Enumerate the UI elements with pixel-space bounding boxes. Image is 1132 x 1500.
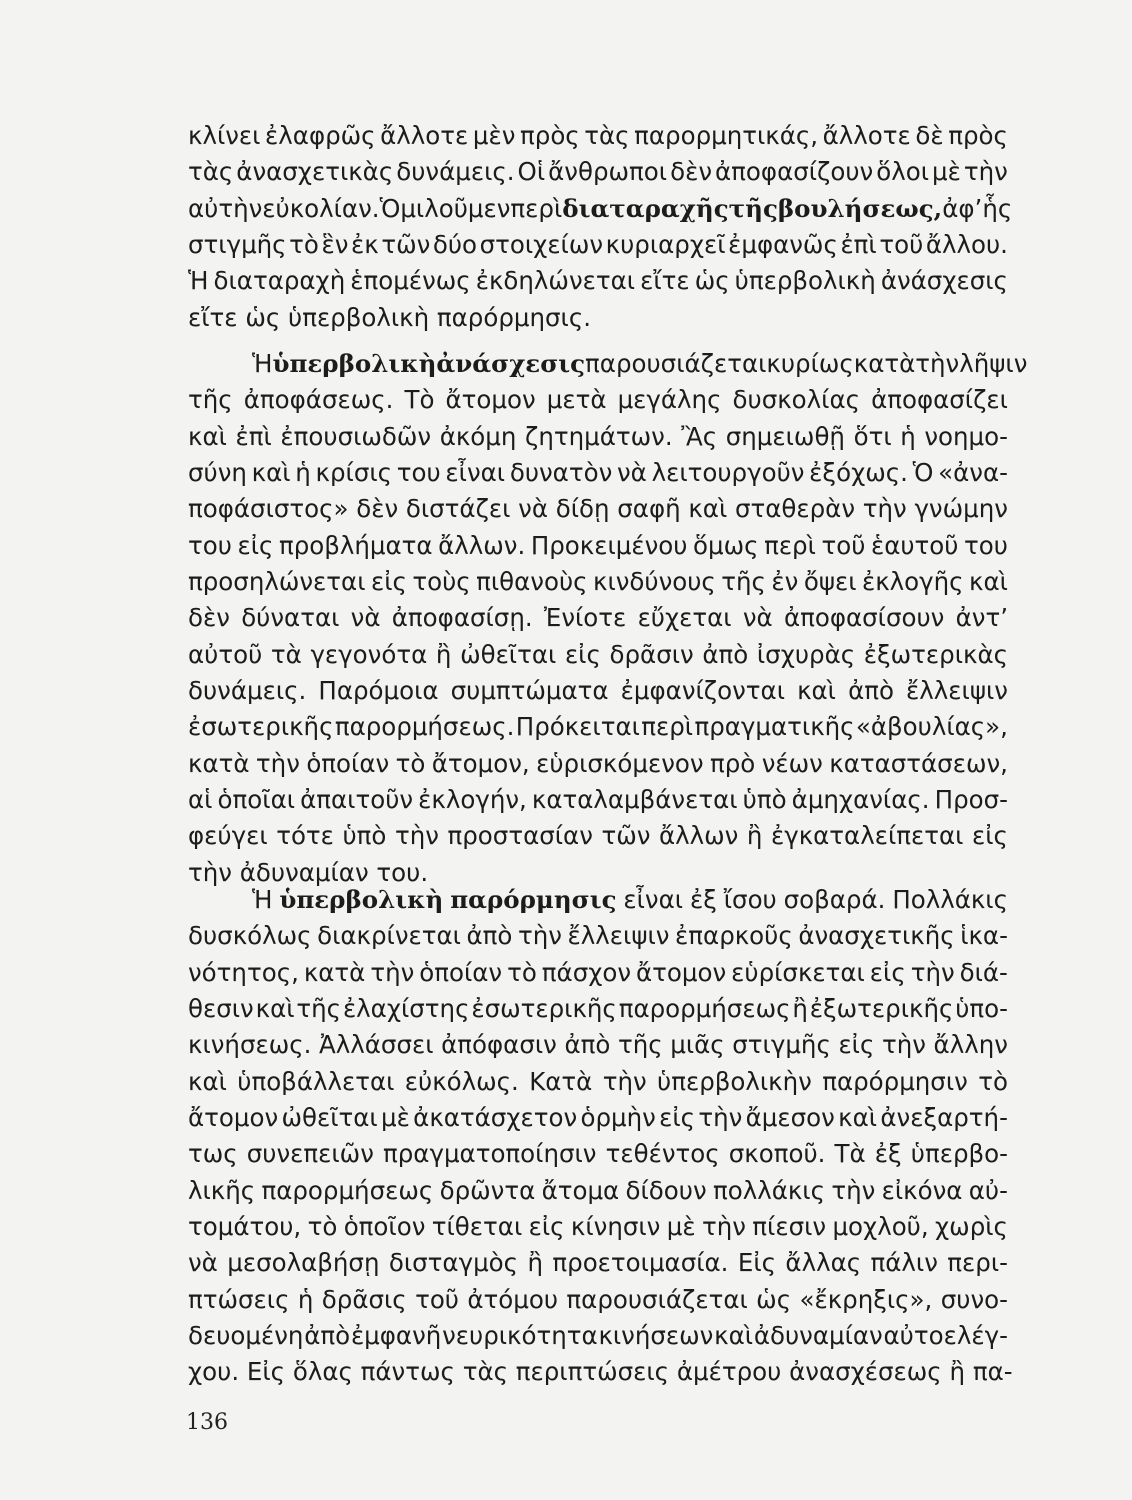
- text-line: τὰς ἀνασχετικὰς δυνάμεις. Οἱ ἄνθρωποι δὲν ἀποφασίζουν ὅλοι μὲ τὴν: [188, 157, 1008, 187]
- text-line: σύνη καὶ ἡ κρίσις του εἶναι δυνατὸν νὰ λειτουργοῦν ἐξόχως. Ὁ «ἀνα-: [188, 458, 1008, 488]
- text-line: θεσιν καὶ τῆς ἐλαχίστης ἐσωτερικῆς παρορμήσεως ἢ ἐξωτερικῆς ὑπο-: [188, 994, 1008, 1024]
- text-line: Ἡ ὑπερβολικὴ παρόρμησις εἶναι ἐξ ἴσου σοβαρά. Πολλάκις: [252, 885, 1008, 914]
- text-line: δὲν δύναται νὰ ἀποφασίσῃ. Ἐνίοτε εὔχεται νὰ ἀποφασίσουν ἀντ’: [188, 603, 1008, 633]
- text-line: φεύγει τότε ὑπὸ τὴν προστασίαν τῶν ἄλλων ἢ ἐγκαταλείπεται εἰς: [188, 821, 1008, 851]
- text-line: κινήσεως. Ἀλλάσσει ἀπόφασιν ἀπὸ τῆς μιᾶς στιγμῆς εἰς τὴν ἄλλην: [188, 1030, 1008, 1060]
- text-line: δυνάμεις. Παρόμοια συμπτώματα ἐμφανίζονται καὶ ἀπὸ ἔλλειψιν: [188, 676, 1008, 706]
- page-number: 136: [186, 1410, 228, 1435]
- text-line: τως συνεπειῶν πραγματοποίησιν τεθέντος σκοποῦ. Τὰ ἐξ ὑπερβο-: [188, 1139, 1008, 1169]
- paragraph: [188, 882, 1013, 1391]
- text-line: καὶ ἐπὶ ἐπουσιωδῶν ἀκόμη ζητημάτων. Ἂς σημειωθῇ ὅτι ἡ νοημο-: [188, 421, 1008, 451]
- text-line: δυσκόλως διακρίνεται ἀπὸ τὴν ἔλλειψιν ἐπαρκοῦς ἀνασχετικῆς ἱκα-: [188, 921, 1008, 951]
- text-line: προσηλώνεται εἰς τοὺς πιθανοὺς κινδύνους τῆς ἐν ὄψει ἐκλογῆς καὶ: [188, 567, 1008, 597]
- text-line: τομάτου, τὸ ὁποῖον τίθεται εἰς κίνησιν μὲ τὴν πίεσιν μοχλοῦ, χωρὶς: [188, 1212, 1008, 1242]
- paragraph: [188, 118, 1013, 336]
- text-line: στιγμῆς τὸ ἓν ἐκ τῶν δύο στοιχείων κυριαρχεῖ ἐμφανῶς ἐπὶ τοῦ ἄλλου.: [188, 230, 1008, 260]
- text-line: καὶ ὑποβάλλεται εὐκόλως. Κατὰ τὴν ὑπερβολικὴν παρόρμησιν τὸ: [188, 1066, 1008, 1096]
- text-line: νὰ μεσολαβήσῃ δισταγμὸς ἢ προετοιμασία. Εἰς ἄλλας πάλιν περι-: [188, 1248, 1008, 1278]
- text-line: κατὰ τὴν ὁποίαν τὸ ἄτομον, εὑρισκόμενον πρὸ νέων καταστάσεων,: [188, 748, 1008, 778]
- text-line: χου. Εἰς ὅλας πάντως τὰς περιπτώσεις ἀμέτρου ἀνασχέσεως ἢ πα-: [188, 1357, 1013, 1387]
- text-line: ἐσωτερικῆς παρορμήσεως. Πρόκειται περὶ πραγματικῆς «ἀβουλίας»,: [188, 712, 1008, 742]
- text-line: πτώσεις ἡ δρᾶσις τοῦ ἀτόμου παρουσιάζεται ὡς «ἔκρηξις», συνο-: [188, 1284, 1008, 1314]
- text-line: αἱ ὁποῖαι ἀπαιτοῦν ἐκλογήν, καταλαμβάνεται ὑπὸ ἀμηχανίας. Προσ-: [188, 785, 1008, 815]
- text-line: Ἡ ὑπερβολικὴ ἀνάσχεσις παρουσιάζεται κυρίως κατὰ τὴν λῆψιν: [252, 349, 1028, 378]
- text-line: του εἰς προβλήματα ἄλλων. Προκειμένου ὅμως περὶ τοῦ ἑαυτοῦ του: [188, 530, 1008, 560]
- text-line: δευομένη ἀπὸ ἐμφανῆ νευρικότητα κινήσεων καὶ ἀδυναμίαν αὐτοελέγ-: [188, 1321, 1008, 1351]
- text-line: αὐτοῦ τὰ γεγονότα ἢ ὠθεῖται εἰς δρᾶσιν ἀπὸ ἰσχυρὰς ἐξωτερικὰς: [188, 639, 1008, 669]
- text-line: εἴτε ὡς ὑπερβολικὴ παρόρμησις.: [188, 302, 592, 332]
- text-line: τῆς ἀποφάσεως. Τὸ ἄτομον μετὰ μεγάλης δυσκολίας ἀποφασίζει: [188, 385, 1008, 415]
- text-line: λικῆς παρορμήσεως δρῶντα ἄτομα δίδουν πολλάκις τὴν εἰκόνα αὐ-: [188, 1175, 1008, 1205]
- text-line: κλίνει ἐλαφρῶς ἄλλοτε μὲν πρὸς τὰς παρορμητικάς, ἄλλοτε δὲ πρὸς: [188, 121, 1008, 150]
- text-line: Ἡ διαταραχὴ ἑπομένως ἐκδηλώνεται εἴτε ὡς ὑπερβολικὴ ἀνάσχεσις: [188, 266, 1008, 296]
- text-line: τὴν ἀδυναμίαν του.: [188, 857, 429, 887]
- paragraph: [188, 346, 1028, 891]
- text-line: ποφάσιστος» δὲν διστάζει νὰ δίδῃ σαφῆ καὶ σταθερὰν τὴν γνώμην: [188, 494, 1008, 524]
- text-line: ἄτομον ὠθεῖται μὲ ἀκατάσχετον ὁρμὴν εἰς τὴν ἄμεσον καὶ ἀνεξαρτή-: [188, 1103, 1008, 1133]
- text-line: νότητος, κατὰ τὴν ὁποίαν τὸ πάσχον ἄτομον εὑρίσκεται εἰς τὴν διά-: [188, 957, 1008, 987]
- text-line: αὐτὴν εὐκολίαν. Ὁμιλοῦμεν περὶ διαταραχῆς τῆς βουλήσεως, ἀφ’ ἧς: [188, 193, 1013, 223]
